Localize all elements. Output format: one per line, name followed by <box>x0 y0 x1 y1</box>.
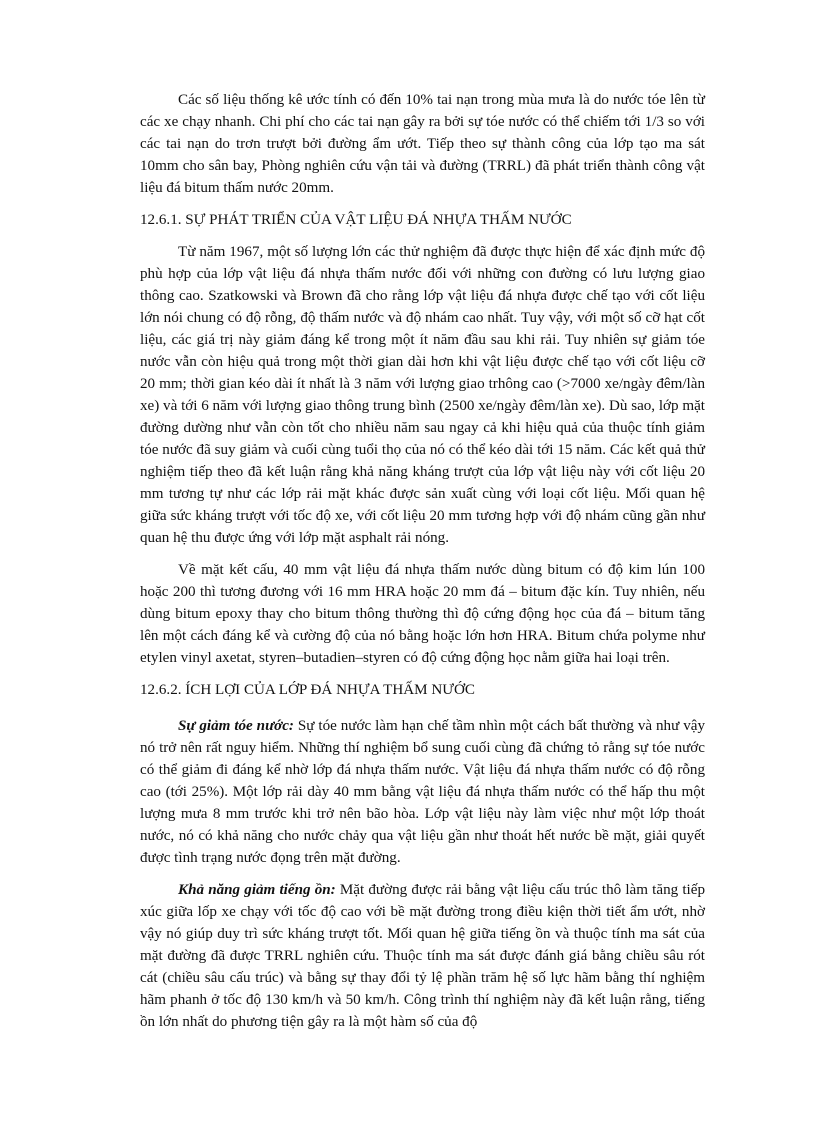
benefit-splash-reduction-lead: Sự giảm tóe nước: <box>178 718 294 734</box>
intro-paragraph: Các số liệu thống kê ước tính có đến 10% tai nạn trong mùa mưa là do nước tóe lên từ các xe chạy nhanh. Chi phí cho các tai nạn gây ra bởi sự tóe nước có thể chiếm tới 1/3 so với các tai nạn do trơn trượt bởi đường ẩm ướt. Tiếp theo sự thành công của lớp tạo ma sát 10mm cho sân bay, Phòng nghiên cứu vận tải và đường (TRRL) đã phát triển thành công vật liệu đá bitum thấm nước 20mm. <box>140 92 705 196</box>
section-heading-benefits: 12.6.2. ÍCH LỢI CỦA LỚP ĐÁ NHỰA THẤM NƯỚC <box>140 682 475 698</box>
benefit-splash-reduction-body: Sự tóe nước làm hạn chế tầm nhìn một cách bất thường và như vậy nó trở nên rất nguy hiểm. Những thí nghiệm bổ sung cuối cùng đã chứng tỏ rằng sự tóe nước có thể giảm đi đáng kể nhờ lớp đá nhựa thấm nước. Vật liệu đá nhựa thấm nước có độ rỗng cao (tới 25%). Một lớp rải dày 40 mm bằng vật liệu đá nhựa thấm nước có thể hấp thu một lượng mưa 8 mm trước khi trở nên bão hòa. Lớp vật liệu này làm việc như một lớp thoát nước, nó có khả năng cho nước chảy qua vật liệu gần như thoát hết nước bề mặt, giải quyết được tình trạng nước đọng trên mặt đường. <box>140 718 705 866</box>
benefit-noise-reduction-body: Mặt đường được rải bằng vật liệu cấu trúc thô làm tăng tiếp xúc giữa lốp xe chạy với tốc độ cao với bề mặt đường trong điều kiện thời tiết ẩm ướt, nhờ vậy nó giúp duy trì sức kháng trượt tốt. Mối quan hệ giữa tiếng ồn và thuộc tính ma sát của mặt đường đã được TRRL nghiên cứu. Thuộc tính ma sát được đánh giá bằng chiều sâu rót cát (chiều sâu cấu trúc) và bằng sự thay đổi tỷ lệ phần trăm hệ số lực hãm bằng thí nghiệm hãm phanh ở tốc độ 130 km/h và 50 km/h. Công trình thí nghiệm này đã kết luận rằng, tiếng ồn lớn nhất do phương tiện gây ra là một hàm số của độ <box>140 882 705 1030</box>
benefit-noise-reduction-lead: Khả năng giảm tiếng ồn: <box>178 882 336 898</box>
benefit-noise-reduction-paragraph <box>140 879 705 1033</box>
benefit-splash-reduction-paragraph <box>140 715 705 869</box>
development-paragraph-1: Từ năm 1967, một số lượng lớn các thử nghiệm đã được thực hiện để xác định mức độ phù hợp của lớp vật liệu đá nhựa thấm nước đối với những con đường có lưu lượng giao thông cao. Szatkowski và Brown đã cho rằng lớp vật liệu đá nhựa được chế tạo với cốt liệu lớn nói chung có độ rỗng, độ thấm nước và độ nhám cao nhất. Tuy vậy, với một số cỡ hạt cốt liệu, các giá trị này giảm đáng kể trong một ít năm đầu sau khi rải. Tuy nhiên sự giảm tóe nước vẫn còn hiệu quả trong một thời gian dài hơn khi vật liệu được chế tạo với cốt liệu cỡ 20 mm; thời gian kéo dài ít nhất là 3 năm với lượng giao trhông cao (>7000 xe/ngày đêm/làn xe) và tới 6 năm với lượng giao thông trung bình (2500 xe/ngày đêm/làn xe). Dù sao, lớp mặt đường dường như vẫn còn tốt cho nhiều năm sau ngay cả khi hiệu quả của thuộc tính giảm tóe nước đã suy giảm và cuối cùng tuổi thọ của nó có thể kéo dài tới 15 năm. Các kết quả thử nghiệm tiếp theo đã kết luận rằng khả năng kháng trượt của lớp vật liệu này với cốt liệu 20 mm tương tự như các lớp rải mặt khác được sản xuất cùng với loại cốt liệu. Mối quan hệ giữa sức kháng trượt với tốc độ xe, với cốt liệu 20 mm tương hợp với độ nhám cũng gần như quan hệ thu được ứng với lớp mặt asphalt rải nóng. <box>140 244 705 546</box>
development-paragraph-2: Về mặt kết cấu, 40 mm vật liệu đá nhựa thấm nước dùng bitum có độ kim lún 100 hoặc 200 thì tương đương với 16 mm HRA hoặc 20 mm đá – bitum đặc kín. Tuy nhiên, nếu dùng bitum epoxy thay cho bitum thông thường thì độ cứng động học của đá – bitum tăng lên một cách đáng kể và cường độ của nó bằng hoặc lớn hơn HRA. Bitum chứa polyme như etylen vinyl axetat, styren–butadien–styren có độ cứng động học nằm giữa hai loại trên. <box>140 562 705 666</box>
document-page <box>140 89 705 1043</box>
section-heading-development: 12.6.1. SỰ PHÁT TRIỂN CỦA VẬT LIỆU ĐÁ NHỰA THẤM NƯỚC <box>140 212 572 228</box>
